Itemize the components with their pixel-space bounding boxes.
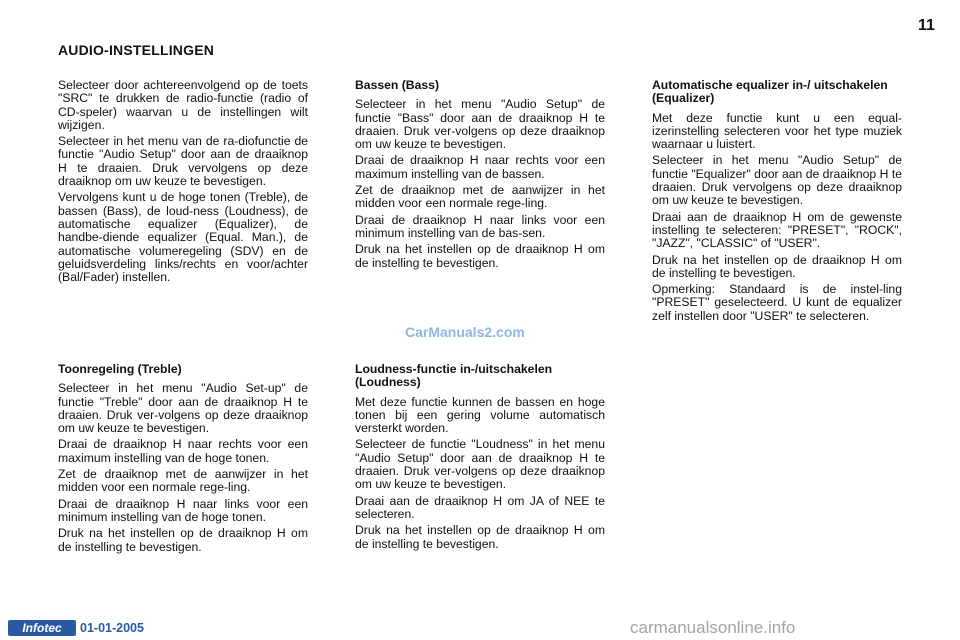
intro-paragraph: Selecteer in het menu van de ra-diofunctie de functie "Audio Setup" door aan de draaiknop H te draaien. Druk vervolgens op deze draaiknop om uw keuze te bevestigen. — [58, 134, 308, 189]
page-title: AUDIO-INSTELLINGEN — [58, 42, 215, 58]
treble-paragraph: Draai de draaiknop H naar rechts voor een maximum instelling van de hoge tonen. — [58, 437, 308, 465]
watermark-carmanuals: CarManuals2.com — [405, 324, 525, 340]
bass-paragraph: Zet de draaiknop met de aanwijzer in het midden voor een normale rege-ling. — [355, 183, 605, 211]
treble-heading: Toonregeling (Treble) — [58, 362, 182, 376]
watermark-carmanualsonline: carmanualsonline.info — [630, 618, 796, 637]
bass-heading: Bassen (Bass) — [355, 78, 439, 92]
loudness-heading: Loudness-functie in-/uitschakelen (Loudness) — [355, 362, 553, 390]
equalizer-paragraph: Druk na het instellen op de draaiknop H om de instelling te bevestigen. — [652, 252, 902, 280]
infotec-logo: Infotec — [8, 620, 76, 636]
loudness-section — [355, 363, 605, 554]
bass-section — [355, 79, 605, 273]
bass-paragraph: Draai de draaiknop H naar rechts voor een maximum instelling van de bassen. — [355, 153, 605, 181]
loudness-paragraph: Selecteer de functie "Loudness" in het menu "Audio Setup" door aan de draaiknop H te draaien. Druk ver-volgens op deze draaiknop om uw keuze te bevestigen. — [355, 437, 605, 492]
equalizer-note: Opmerking: Standaard is de instel-ling "PRESET" geselecteerd. U kunt de equalizer zelf instellen door "USER" te selecteren. — [652, 282, 902, 323]
equalizer-heading: Automatische equalizer in-/ uitschakelen (Equalizer) — [652, 78, 888, 106]
treble-paragraph: Draai de draaiknop H naar links voor een minimum instelling van de hoge tonen. — [58, 496, 308, 524]
loudness-paragraph: Druk na het instellen op de draaiknop H om de instelling te bevestigen. — [355, 523, 605, 551]
treble-section — [58, 363, 308, 557]
treble-paragraph: Zet de draaiknop met de aanwijzer in het midden voor een normale rege-ling. — [58, 467, 308, 495]
bass-paragraph: Draai de draaiknop H naar links voor een minimum instelling van de bas-sen. — [355, 212, 605, 240]
intro-paragraph: Selecteer door achtereenvolgend op de toets "SRC" te drukken de radio-functie (radio of CD-speler) waarvan u de instellingen wilt wijzigen. — [58, 78, 308, 132]
equalizer-paragraph: Met deze functie kunt u een equal-izerinstelling selecteren voor het type muziek waarnaar u luistert. — [652, 110, 902, 152]
loudness-paragraph: Met deze functie kunnen de bassen en hoge tonen bij een gering volume automatisch versterkt worden. — [355, 394, 605, 436]
page-number: 11 — [918, 17, 935, 34]
bass-paragraph: Selecteer in het menu "Audio Setup" de functie "Bass" door aan de draaiknop H te draaien. Druk ver-volgens op deze draaiknop om uw keuze te bevestigen. — [355, 97, 605, 152]
equalizer-section — [652, 79, 902, 326]
treble-paragraph: Selecteer in het menu "Audio Set-up" de functie "Treble" door aan de draaiknop H te draaien. Druk ver-volgens op deze draaiknop om uw keuze te bevestigen. — [58, 381, 308, 436]
bass-paragraph: Druk na het instellen op de draaiknop H om de instelling te bevestigen. — [355, 242, 605, 270]
intro-section — [58, 79, 308, 287]
footer-date: 01-01-2005 — [80, 621, 144, 635]
loudness-paragraph: Draai aan de draaiknop H om JA of NEE te selecteren. — [355, 493, 605, 521]
equalizer-paragraph: Selecteer in het menu "Audio Setup" de functie "Equalizer" door aan de draaiknop H te draaien. Druk vervolgens op deze draaiknop om uw keuze te bevestigen. — [652, 153, 902, 208]
intro-paragraph: Vervolgens kunt u de hoge tonen (Treble), de bassen (Bass), de loud-ness (Loudness), de automatische equalizer (Equalizer), de handbe-diende equalizer (Equal. Man.), de automatische volumeregeling (SDV) en de geluidsverdeling links/rechts en voor/achter (Bal/Fader) instellen. — [58, 190, 308, 285]
equalizer-paragraph: Draai aan de draaiknop H om de gewenste instelling te selecteren: "PRESET", "ROCK", "JAZZ", "CLASSIC" of "USER". — [652, 209, 902, 251]
treble-paragraph: Druk na het instellen op de draaiknop H om de instelling te bevestigen. — [58, 526, 308, 554]
